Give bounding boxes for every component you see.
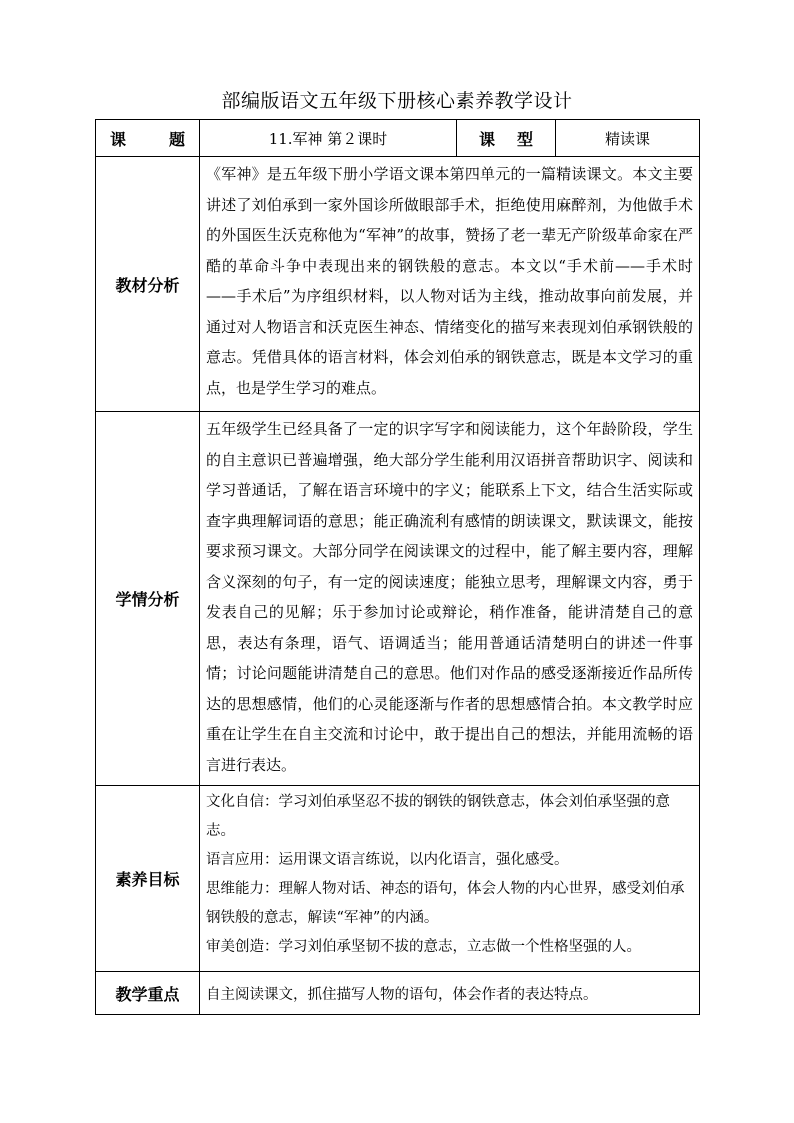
material-row [96,157,700,412]
document-title: 部编版语文五年级下册核心素养教学设计 [221,90,573,112]
lesson-plan-table [95,119,700,1015]
goal-item: 思维能力：理解人物对话、神态的语句，体会人物的内心世界，感受刘伯承钢铁般的意志，解读“军神”的内涵。 [206,881,685,926]
goal-item: 审美创造：学习刘伯承坚韧不拔的意志，立志做一个性格坚强的人。 [206,939,641,955]
focus-label: 教学重点 [96,972,200,1015]
students-row [96,412,700,786]
topic-value: 11.军神 第２课时 [200,120,457,157]
topic-label-char-2: 题 [168,129,185,149]
focus-text: 自主阅读课文，抓住描写人物的语句，体会作者的表达特点。 [200,972,700,1015]
material-text: 《军神》是五年级下册小学语文课本第四单元的一篇精读课文。本文主要讲述了刘伯承到一家外国诊所做眼部手术，拒绝使用麻醉剂，为他做手术的外国医生沃克称他为“军神”的故事，赞扬了老一辈无产阶级革命家在严酷的革命斗争中表现出来的钢铁般的意志。本文以“手术前——手术时——手术后”为序组织材料，以人物对话为主线，推动故事向前发展，并通过对人物语言和沃克医生神态、情绪变化的描写来表现刘伯承钢铁般的意志。凭借具体的语言材料，体会刘伯承的钢铁意志，既是本文学习的重点，也是学生学习的难点。 [200,157,700,412]
material-label: 教材分析 [96,157,200,412]
type-value: 精读课 [556,120,700,157]
type-label-char-2: 型 [516,129,533,149]
type-label-char-1: 课 [479,129,496,149]
goals-label: 素养目标 [96,786,200,972]
students-label: 学情分析 [96,412,200,786]
goal-item: 语言应用：运用课文语言练说，以内化语言，强化感受。 [206,852,569,868]
topic-label [96,120,200,157]
topic-label-char-1: 课 [110,129,127,149]
students-text: 五年级学生已经具备了一定的识字写字和阅读能力，这个年龄阶段，学生的自主意识已普遍增强，绝大部分学生能利用汉语拼音帮助识字、阅读和学习普通话，了解在语言环境中的字义；能联系上下文，结合生活实际或查字典理解词语的意思；能正确流利有感情的朗读课文，默读课文，能按要求预习课文。大部分同学在阅读课文的过程中，能了解主要内容，理解含义深刻的句子，有一定的阅读速度；能独立思考，理解课文内容，勇于发表自己的见解；乐于参加讨论或辩论，稍作准备，能讲清楚自己的意思，表达有条理，语气、语调适当；能用普通话清楚明白的讲述一件事情；讨论问题能讲清楚自己的意思。他们对作品的感受逐渐接近作品所传达的思想感情，他们的心灵能逐渐与作者的思想感情合拍。本文教学时应重在让学生在自主交流和讨论中，敢于提出自己的想法，并能用流畅的语言进行表达。 [200,412,700,786]
goal-item: 文化自信：学习刘伯承坚忍不拔的钢铁的钢铁意志，体会刘伯承坚强的意志。 [206,794,670,839]
goals-list [200,786,700,972]
lesson-header-row [96,120,700,157]
focus-row [96,972,700,1015]
goals-row [96,786,700,972]
type-label [457,120,556,157]
